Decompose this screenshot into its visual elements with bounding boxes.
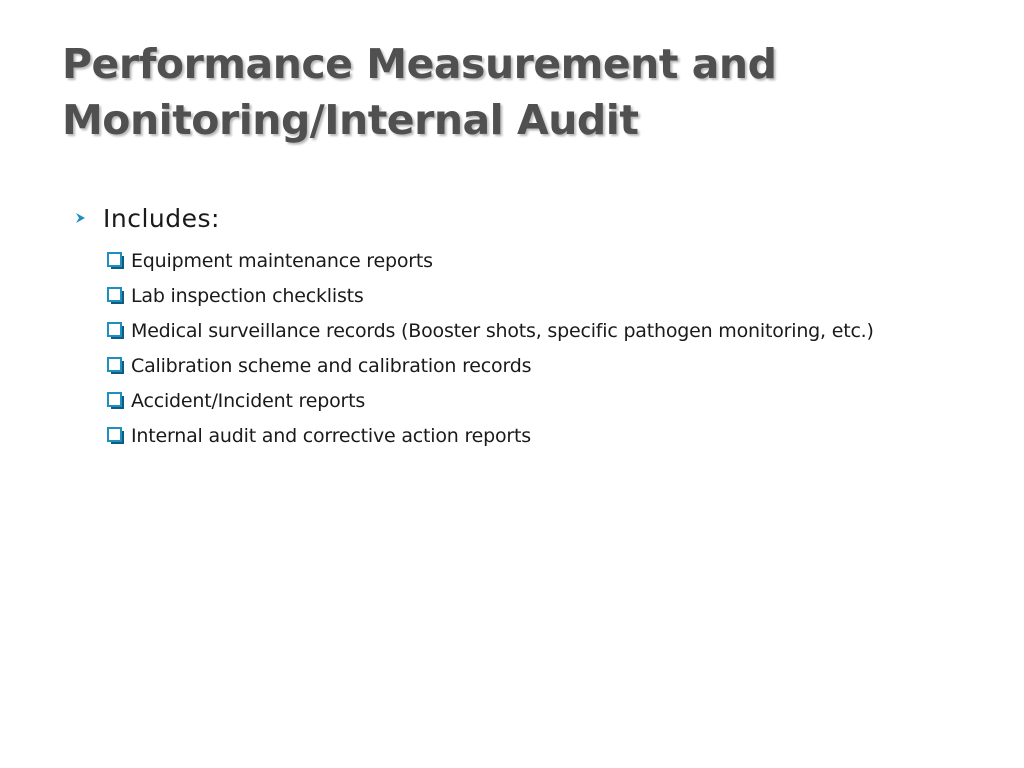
list-item-text: Lab inspection checklists — [131, 284, 364, 307]
checkbox-bullet-icon — [106, 391, 126, 411]
bullet-label: Includes: — [103, 203, 220, 233]
list-item — [106, 243, 874, 278]
arrowhead-bullet-icon — [74, 211, 88, 225]
list-item-text: Equipment maintenance reports — [131, 249, 433, 272]
checkbox-bullet-icon — [106, 356, 126, 376]
list-item — [106, 383, 874, 418]
title-line-1: Performance Measurement and — [62, 40, 777, 88]
sub-bullet-list — [106, 243, 874, 453]
list-item — [106, 313, 874, 348]
checkbox-bullet-icon — [106, 426, 126, 446]
title-line-2: Monitoring/Internal Audit — [62, 96, 639, 144]
list-item-text: Calibration scheme and calibration records — [131, 354, 532, 377]
checkbox-bullet-icon — [106, 251, 126, 271]
list-item — [106, 418, 874, 453]
list-item-text: Accident/Incident reports — [131, 389, 366, 412]
checkbox-bullet-icon — [106, 321, 126, 341]
list-item — [106, 278, 874, 313]
list-item-text: Medical surveillance records (Booster shots, specific pathogen monitoring, etc.) — [131, 319, 874, 342]
bullet-includes — [74, 201, 220, 235]
slide-title — [62, 36, 982, 148]
list-item-text: Internal audit and corrective action reports — [131, 424, 531, 447]
list-item — [106, 348, 874, 383]
checkbox-bullet-icon — [106, 286, 126, 306]
